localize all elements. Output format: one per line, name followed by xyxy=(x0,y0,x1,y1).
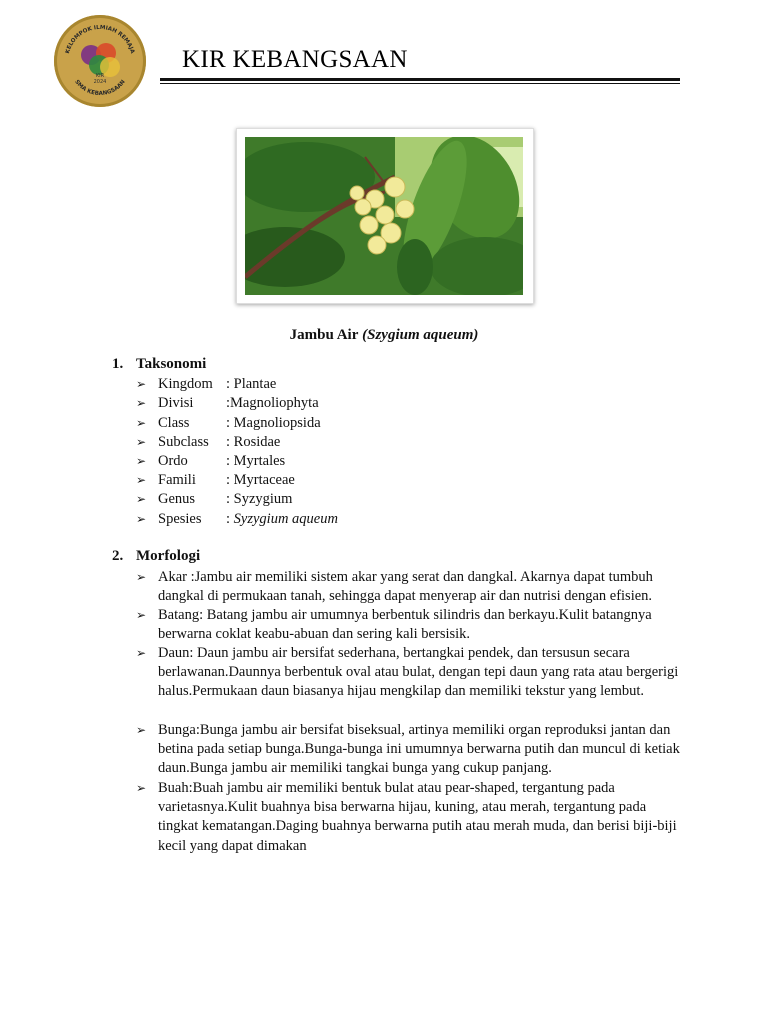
taxonomy-row xyxy=(136,490,292,509)
taxonomy-key: Divisi xyxy=(158,395,194,411)
page-title: KIR KEBANGSAAN xyxy=(182,46,408,73)
morfologi-item xyxy=(136,779,686,856)
arrow-bullet-icon: ➢ xyxy=(136,781,147,795)
section-number: 1. xyxy=(112,356,124,372)
taxonomy-row xyxy=(136,471,295,490)
arrow-bullet-icon: ➢ xyxy=(136,570,147,584)
taxonomy-key: Famili xyxy=(158,472,196,488)
taxonomy-key: Spesies xyxy=(158,511,202,527)
taxonomy-key: Class xyxy=(158,415,190,431)
section-title: Morfologi xyxy=(136,548,201,564)
morfologi-item xyxy=(136,568,686,606)
morfologi-item-text: Daun: Daun jambu air bersifat sederhana, bertangkai pendek, dan tersusun secara berlawanan.Daunnya berbentuk oval atau bulat, dengan tepi daun yang rata atau bergerigi halus.Permukaan daun biasanya hijau mengkilap dan memiliki tekstur yang lembut. xyxy=(158,645,679,700)
logo-center-label: KIR xyxy=(95,73,105,79)
logo-year: 2024 xyxy=(93,79,107,85)
morfologi-item xyxy=(136,644,686,702)
taxonomy-value: : xyxy=(226,511,234,527)
taxonomy-value: : Syzygium xyxy=(226,491,293,507)
morfologi-item-text: Akar :Jambu air memiliki sistem akar yang serat dan dangkal. Akarnya dapat tumbuh dangkal di permukaan tanah, sehingga dapat menyerap air dan nutrisi dengan efisien. xyxy=(158,569,653,605)
section-title: Taksonomi xyxy=(136,356,207,372)
arrow-bullet-icon: ➢ xyxy=(136,416,147,430)
morfologi-item-text: Batang: Batang jambu air umumnya berbentuk silindris dan berkayu.Kulit batangnya berwarna coklat keabu-abuan dan sering kali bersisik. xyxy=(158,607,652,643)
taxonomy-row xyxy=(136,375,276,394)
arrow-bullet-icon: ➢ xyxy=(136,435,147,449)
fruit-photo xyxy=(236,128,534,304)
taxonomy-row xyxy=(136,433,280,452)
section-morfologi-heading xyxy=(112,548,200,565)
taxonomy-key: Ordo xyxy=(158,453,188,469)
morfologi-item xyxy=(136,721,686,779)
taxonomy-key: Genus xyxy=(158,491,196,507)
arrow-bullet-icon: ➢ xyxy=(136,377,147,391)
arrow-bullet-icon: ➢ xyxy=(136,492,147,506)
arrow-bullet-icon: ➢ xyxy=(136,512,147,526)
caption-common-name: Jambu Air xyxy=(289,327,359,343)
svg-text:SMA KEBANGSAAN: SMA KEBANGSAAN xyxy=(73,79,127,98)
taxonomy-row xyxy=(136,394,319,413)
arrow-bullet-icon: ➢ xyxy=(136,396,147,410)
header-rule-thick xyxy=(160,78,680,81)
section-number: 2. xyxy=(112,548,124,564)
arrow-bullet-icon: ➢ xyxy=(136,646,147,660)
taxonomy-value-italic: Syzygium aqueum xyxy=(233,511,338,527)
morfologi-item-text: Buah:Buah jambu air memiliki bentuk bulat atau pear-shaped, tergantung pada varietasnya.Kulit buahnya bisa berwarna hijau, kuning, atau merah, tergantung pada tingkat kematangan.Daging buahnya berwarna putih atau merah muda, dan berisi biji-biji kecil yang dapat dimakan xyxy=(158,780,677,854)
taxonomy-value: : Myrtaceae xyxy=(226,472,295,488)
header-rule-thin xyxy=(160,83,680,84)
arrow-bullet-icon: ➢ xyxy=(136,723,147,737)
arrow-bullet-icon: ➢ xyxy=(136,454,147,468)
fruit-photo-image xyxy=(245,137,523,295)
figure-caption xyxy=(0,327,768,344)
taxonomy-value: : Rosidae xyxy=(226,434,281,450)
morfologi-item xyxy=(136,606,686,644)
taxonomy-row xyxy=(136,510,338,529)
taxonomy-key: Kingdom xyxy=(158,376,213,392)
section-taksonomi-heading xyxy=(112,356,206,373)
taxonomy-value: : Magnoliopsida xyxy=(226,415,321,431)
arrow-bullet-icon: ➢ xyxy=(136,608,147,622)
taxonomy-value: : Plantae xyxy=(226,376,277,392)
school-logo xyxy=(54,15,146,107)
taxonomy-row xyxy=(136,452,285,471)
taxonomy-row xyxy=(136,414,321,433)
taxonomy-value: :Magnoliophyta xyxy=(226,395,319,411)
arrow-bullet-icon: ➢ xyxy=(136,473,147,487)
caption-scientific-name: (Szygium aqueum) xyxy=(362,327,479,343)
morfologi-item-text: Bunga:Bunga jambu air bersifat biseksual, artinya memiliki organ reproduksi jantan dan betina pada setiap bunga.Bunga-bunga ini umumnya berwarna putih dan muncul di ketiak daun.Bunga jambu air memiliki tangkai bunga yang cukup panjang. xyxy=(158,722,680,777)
taxonomy-value: : Myrtales xyxy=(226,453,286,469)
svg-text:KELOMPOK ILMIAH REMAJA: KELOMPOK ILMIAH REMAJA xyxy=(64,24,136,55)
taxonomy-key: Subclass xyxy=(158,434,209,450)
